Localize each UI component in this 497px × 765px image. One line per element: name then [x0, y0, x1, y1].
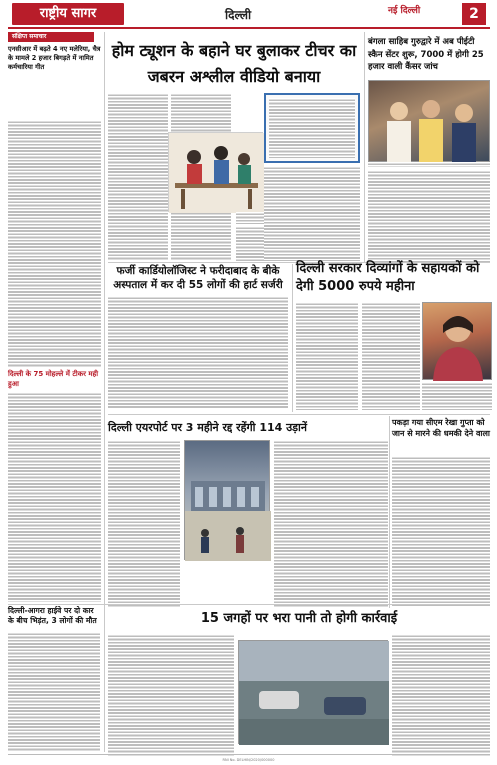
page-number: 2	[462, 3, 486, 25]
footer-text: RNI No. DELHIN/2020/000000	[222, 758, 275, 762]
bottom-big-body	[392, 634, 490, 756]
highlight-box-text	[269, 98, 355, 158]
left-brief-body-2	[8, 392, 101, 602]
row-divider	[8, 604, 490, 605]
airport-story-body	[108, 440, 180, 608]
main-story-highlight-box	[264, 93, 360, 163]
big-story-photo-caption	[422, 382, 492, 410]
airport-photo	[184, 440, 270, 560]
right-top-photo	[368, 80, 490, 162]
column-divider	[104, 32, 105, 752]
right-top-photo-caption	[368, 162, 490, 167]
edition-label: नई दिल्ली	[388, 6, 421, 16]
page-city-label: दिल्ली	[225, 8, 252, 22]
main-headline: होम ट्यूशन के बहाने घर बुलाकर टीचर का जबरन अश्लील वीडियो बनाया	[111, 41, 357, 86]
masthead	[0, 0, 497, 27]
column-divider	[292, 264, 293, 412]
middle-story-body	[108, 296, 288, 408]
illustration-image	[169, 133, 264, 213]
right-side-headline: पकड़ा गया सीएम रेखा गुप्ता को जान से मारने की धमकी देने वाला	[392, 418, 490, 438]
column-divider	[389, 416, 390, 608]
airport-story-body	[274, 440, 388, 608]
newspaper-brand: राष्ट्रीय सागर	[12, 3, 124, 25]
left-brief-headline: एनसीआर में बढ़ते 4 नए मलेरिया, चैत्र के मामले 2 हजार बिगड़ते में नामित कर्मचारिया गीत	[8, 45, 101, 71]
bottom-big-headline: 15 जगहों पर भरा पानी तो होगी कार्रवाई	[200, 611, 398, 626]
waterlogging-photo	[239, 641, 389, 745]
airport-image	[185, 441, 271, 561]
header-rule	[8, 27, 490, 29]
bottom-left-headline: दिल्ली-आगरा हाईवे पर दो कार के बीच भिड़ंत, 3 लोगों की मौत	[8, 606, 97, 625]
bottom-big-body	[108, 634, 234, 756]
right-side-body	[392, 456, 490, 606]
news-photo	[369, 81, 491, 163]
bottom-left-body	[8, 632, 100, 752]
left-brief-headline-2: दिल्ली के 75 मोहल्ले में टीकर मही हुआ	[8, 370, 99, 388]
column-divider	[364, 32, 365, 262]
row-divider	[108, 414, 490, 415]
big-story-body	[296, 302, 358, 410]
airport-headline: दिल्ली एयरपोर्ट पर 3 महीने रद्द रहेंगी 114 उड़ानें	[108, 421, 308, 434]
main-story-illustration	[168, 132, 263, 212]
left-brief-body	[8, 120, 101, 368]
big-headline: दिल्ली सरकार दिव्यांगों के सहायकों को देगी 5000 रुपये महीना	[296, 261, 480, 294]
right-top-headline: बंगला साहिब गुरुद्वारे में अब पीईटी स्कैन सेंटर शुरू, 7000 में होगी 25 हजार वाली कैंसर जांच	[368, 37, 484, 72]
middle-headline: फर्जी कार्डियोलॉजिस्ट ने फरीदाबाद के बीके अस्पताल में कर दी 55 लोगों की हार्ट सर्जरी	[113, 265, 283, 291]
main-story-body	[108, 93, 168, 261]
big-story-body	[362, 302, 420, 410]
portrait-photo	[423, 303, 493, 381]
right-top-body	[368, 170, 490, 262]
big-story-photo	[422, 302, 492, 380]
main-story-body	[264, 166, 360, 261]
bottom-big-photo	[238, 640, 388, 744]
briefs-tag: संक्षिप्त समाचार	[8, 32, 94, 42]
